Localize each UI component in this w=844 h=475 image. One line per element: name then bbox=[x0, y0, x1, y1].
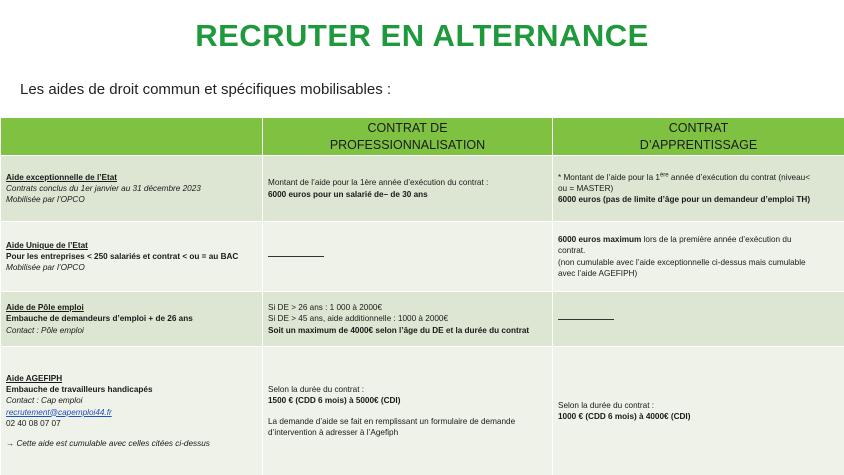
pro-text: Montant de l’aide pour la 1ère année d’exécution du contrat : bbox=[268, 178, 489, 188]
app-text-line2: contrat. bbox=[558, 246, 586, 256]
pro-text-line1: Selon la durée du contrat : bbox=[268, 384, 365, 394]
app-amount: 6000 euros (pas de limite d’âge pour un demandeur d’emploi TH) bbox=[558, 195, 811, 205]
app-amount: 6000 euros maximum bbox=[558, 234, 642, 244]
cumul-note bbox=[6, 438, 257, 449]
app-text-line1: Selon la durée du contrat : bbox=[558, 400, 655, 410]
aide-title: Aide AGEFIPH bbox=[6, 373, 63, 383]
app-text-line1 bbox=[558, 172, 839, 183]
contrat-pro-cell bbox=[263, 292, 553, 347]
table-header-row bbox=[1, 118, 844, 156]
pro-text-line1: Si DE > 26 ans : 1 000 à 2000€ bbox=[268, 303, 383, 313]
app-text-line4: avec l’aide AGEFIPH) bbox=[558, 268, 638, 278]
aide-mobilisation: Mobilisée par l’OPCO bbox=[6, 195, 85, 205]
aide-condition: Contrats conclus du 1er janvier au 31 décembre 2023 bbox=[6, 183, 201, 193]
header-contrat-apprentissage bbox=[553, 118, 844, 156]
aide-contact: Contact : Pôle emploi bbox=[6, 325, 84, 335]
aide-mobilisation: Mobilisée par l’OPCO bbox=[6, 263, 85, 273]
table-row bbox=[1, 156, 844, 222]
app-text-line3: (non cumulable avec l’aide exceptionnelle ci-dessus mais cumulable bbox=[558, 257, 806, 267]
contrat-app-cell bbox=[553, 156, 844, 222]
contrat-pro-cell bbox=[263, 347, 553, 475]
aide-label-cell bbox=[1, 347, 263, 475]
pro-text-line4: d’intervention à adresser à l’Agefiph bbox=[268, 427, 399, 437]
app-text-b: année d’exécution du contrat (niveau< bbox=[668, 172, 810, 182]
contrat-app-cell bbox=[553, 222, 844, 292]
aides-table bbox=[0, 117, 844, 475]
arrow-right-icon: → bbox=[6, 439, 15, 449]
pro-text-line3: La demande d’aide se fait en remplissant un formulaire de demande bbox=[268, 416, 516, 426]
aide-title: Aide Unique de l’Etat bbox=[6, 240, 88, 250]
aide-contact: Contact : Cap emploi bbox=[6, 396, 83, 406]
app-text-b: lors de la première année d’exécution du bbox=[641, 234, 792, 244]
aide-condition: Pour les entreprises < 250 salariés et contrat < ou = au BAC bbox=[6, 251, 239, 261]
app-text-line2: ou = MASTER) bbox=[558, 183, 614, 193]
pro-amount: 1500 € (CDD 6 mois) à 5000€ (CDI) bbox=[268, 396, 401, 406]
contrat-app-cell bbox=[553, 347, 844, 475]
app-text-line1 bbox=[558, 234, 839, 245]
aide-title: Aide exceptionnelle de l’Etat bbox=[6, 172, 118, 182]
contact-phone: 02 40 08 07 07 bbox=[6, 418, 61, 428]
cumul-note-text: Cette aide est cumulable avec celles citées ci-dessus bbox=[14, 439, 210, 449]
aide-condition: Embauche de travailleurs handicapés bbox=[6, 384, 153, 394]
page-subtitle: Les aides de droit commun et spécifiques mobilisables : bbox=[20, 81, 392, 98]
header-contrat-app-line1: CONTRAT bbox=[668, 120, 729, 135]
empty-placeholder-line bbox=[268, 256, 324, 257]
header-contrat-pro bbox=[263, 118, 553, 156]
header-contrat-app-line2: D’APPRENTISSAGE bbox=[639, 137, 758, 152]
pro-amount: 6000 euros pour un salarié de– de 30 ans bbox=[268, 189, 428, 199]
app-text-a: * Montant de l’aide pour la 1 bbox=[558, 172, 660, 182]
aide-label-cell bbox=[1, 156, 263, 222]
aide-label-cell bbox=[1, 222, 263, 292]
pro-text-line2: Si DE > 45 ans, aide additionnelle : 1000 à 2000€ bbox=[268, 314, 449, 324]
header-contrat-pro-line1: CONTRAT DE bbox=[367, 120, 448, 135]
pro-amount: Soit un maximum de 4000€ selon l’âge du DE et la durée du contrat bbox=[268, 325, 530, 335]
table-row bbox=[1, 292, 844, 347]
aide-condition: Embauche de demandeurs d’emploi + de 26 ans bbox=[6, 314, 193, 324]
spacer bbox=[6, 429, 257, 438]
aide-label-cell bbox=[1, 292, 263, 347]
app-amount: 1000 € (CDD 6 mois) à 4000€ (CDI) bbox=[558, 412, 691, 421]
app-text-sup: ère bbox=[659, 171, 669, 178]
page-title: RECRUTER EN ALTERNANCE bbox=[195, 18, 649, 53]
table-row bbox=[1, 222, 844, 292]
aide-title: Aide de Pôle emploi bbox=[6, 303, 84, 313]
contrat-pro-cell bbox=[263, 156, 553, 222]
empty-placeholder-line bbox=[558, 319, 614, 320]
contrat-pro-cell bbox=[263, 222, 553, 292]
header-empty-cell bbox=[1, 118, 263, 156]
contact-email-link[interactable]: recrutement@capemploi44.fr bbox=[6, 407, 112, 417]
table-row bbox=[1, 347, 844, 475]
contrat-app-cell bbox=[553, 292, 844, 347]
spacer bbox=[268, 407, 547, 416]
header-contrat-pro-line2: PROFESSIONNALISATION bbox=[329, 137, 486, 152]
